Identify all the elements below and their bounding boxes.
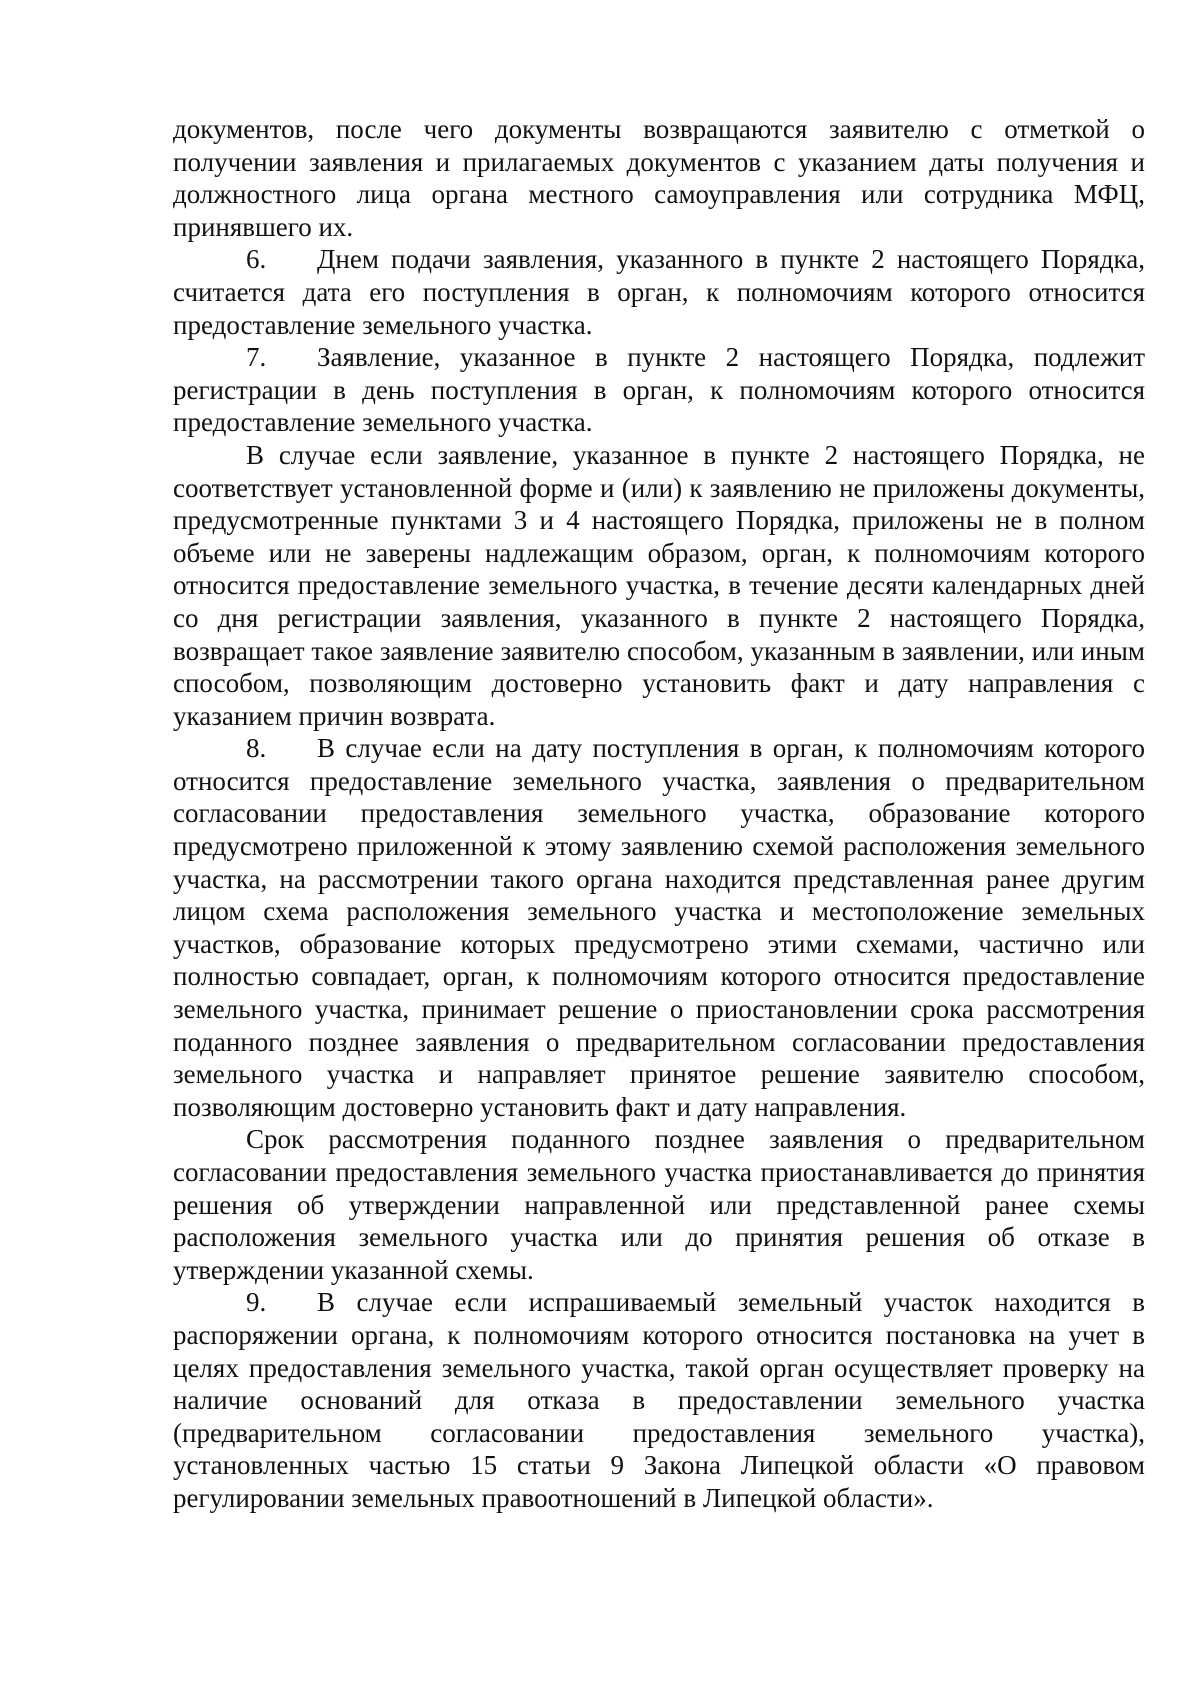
paragraph-item-7 bbox=[173, 341, 1145, 439]
paragraph-continuation bbox=[173, 113, 1145, 243]
paragraph-item-7-return bbox=[173, 439, 1145, 732]
document-page bbox=[173, 113, 1145, 1515]
paragraph-text: В случае если испрашиваемый земельный участок находится в распоряжении органа, к полномочиям которого относится постановка на учет в целях предоставления земельного участка, такой орган осуществляет проверку на наличие оснований для отказа в предоставлении земельного участка (предварительном согласовании предоставления земельного участка), установленных частью 15 статьи 9 Закона Липецкой области «О правовом регулировании земельных правоотношений в Липецкой области». bbox=[173, 1287, 1145, 1513]
paragraph-number: 6. bbox=[246, 244, 267, 275]
paragraph-number: 8. bbox=[246, 733, 267, 764]
paragraph-text: В случае если заявление, указанное в пункте 2 настоящего Порядка, не соответствует установленной форме и (или) к заявлению не приложены документы, предусмотренные пунктами 3 и 4 настоящего Порядка, приложены не в полном объеме или не заверены надлежащим образом, орган, к полномочиям которого относится предоставление земельного участка, в течение десяти календарных дней со дня регистрации заявления, указанного в пункте 2 настоящего Порядка, возвращает такое заявление заявителю способом, указанным в заявлении, или иным способом, позволяющим достоверно установить факт и дату направления с указанием причин возврата. bbox=[173, 439, 1145, 731]
paragraph-number: 7. bbox=[246, 342, 267, 373]
paragraph-text: Срок рассмотрения поданного позднее заявления о предварительном согласовании предоставления земельного участка приостанавливается до принятия решения об утверждении направленной или представленной ранее схемы расположения земельного участка или до принятия решения об отказе в утверждении указанной схемы. bbox=[173, 1124, 1145, 1285]
paragraph-item-8-term bbox=[173, 1123, 1145, 1286]
paragraph-text: Заявление, указанное в пункте 2 настоящего Порядка, подлежит регистрации в день поступления в орган, к полномочиям которого относится предоставление земельного участка. bbox=[173, 342, 1145, 438]
paragraph-item-6 bbox=[173, 243, 1145, 341]
paragraph-number: 9. bbox=[246, 1287, 267, 1318]
paragraph-item-8 bbox=[173, 732, 1145, 1123]
paragraph-item-9 bbox=[173, 1286, 1145, 1514]
paragraph-text: В случае если на дату поступления в орган, к полномочиям которого относится предоставление земельного участка, заявления о предварительном согласовании предоставления земельного участка, образование которого предусмотрено приложенной к этому заявлению схемой расположения земельного участка, на рассмотрении такого органа находится представленная ранее другим лицом схема расположения земельного участка и местоположение земельных участков, образование которых предусмотрено этими схемами, частично или полностью совпадает, орган, к полномочиям которого относится предоставление земельного участка, принимает решение о приостановлении срока рассмотрения поданного позднее заявления о предварительном согласовании предоставления земельного участка и направляет принятое решение заявителю способом, позволяющим достоверно установить факт и дату направления. bbox=[173, 733, 1145, 1122]
paragraph-text: документов, после чего документы возвращаются заявителю с отметкой о получении заявления и прилагаемых документов с указанием даты получения и должностного лица органа местного самоуправления или сотрудника МФЦ, принявшего их. bbox=[173, 114, 1145, 242]
paragraph-text: Днем подачи заявления, указанного в пункте 2 настоящего Порядка, считается дата его поступления в орган, к полномочиям которого относится предоставление земельного участка. bbox=[173, 244, 1145, 340]
